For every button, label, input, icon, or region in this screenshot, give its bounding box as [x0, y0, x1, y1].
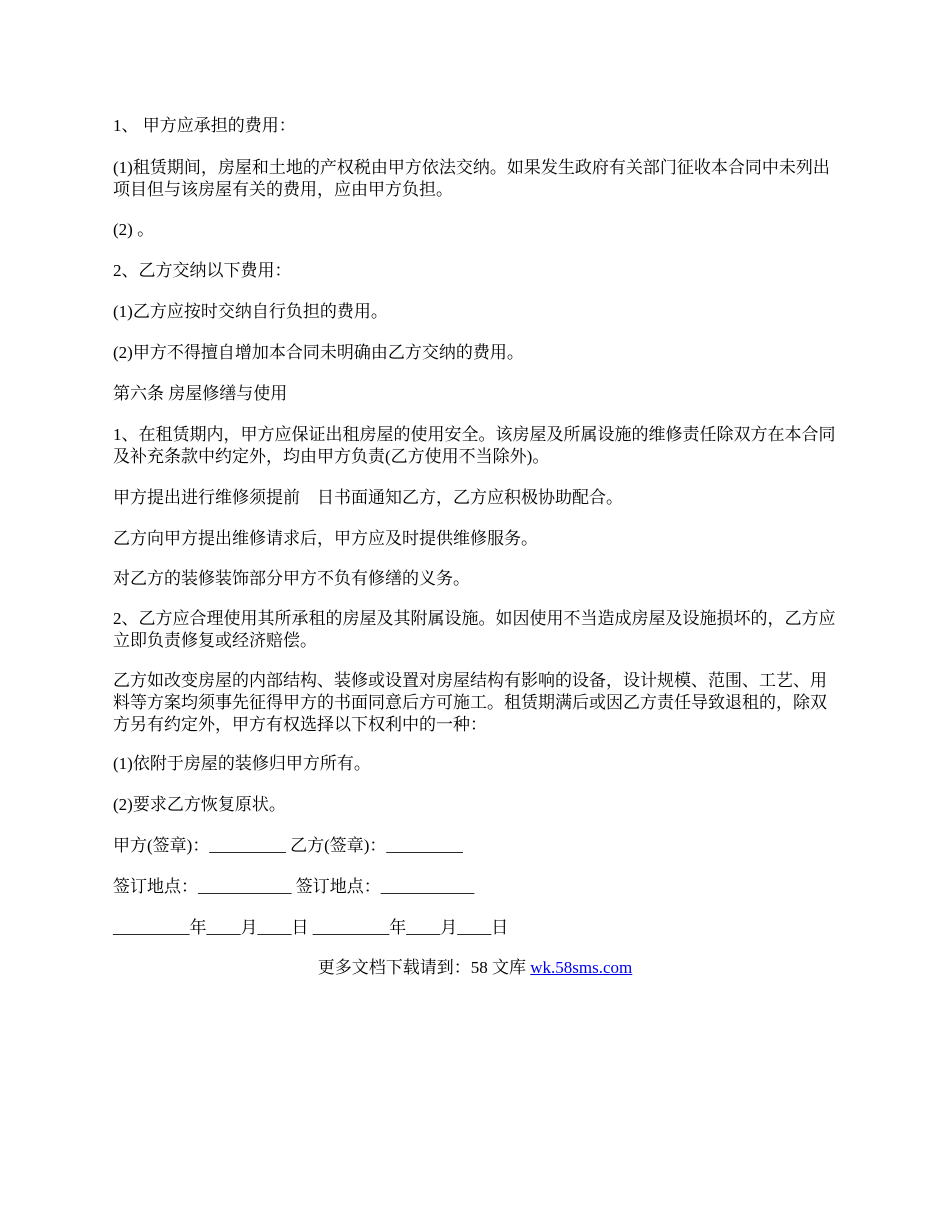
paragraph: 甲方提出进行维修须提前 日书面通知乙方，乙方应积极协助配合。	[113, 488, 623, 507]
paragraph: 乙方如改变房屋的内部结构、装修或设置对房屋结构有影响的设备，设计规模、范围、工艺、用料等方案均须事先征得甲方的书面同意后方可施工。租赁期满后或因乙方责任导致退租的，除双方另有约定外，甲方有权选择以下权利中的一种：	[113, 671, 827, 734]
signature-line: 甲方(签章)：_________ 乙方(签章)：_________	[113, 836, 463, 855]
section-heading: 第六条 房屋修缮与使用	[113, 384, 288, 403]
paragraph: (2)要求乙方恢复原状。	[113, 795, 286, 814]
paragraph: (2) 。	[113, 220, 155, 239]
paragraph: 1、在租赁期内，甲方应保证出租房屋的使用安全。该房屋及所属设施的维修责任除双方在本合同及补充条款中约定外，均由甲方负责(乙方使用不当除外)。	[113, 425, 836, 466]
footer-text: 更多文档下载请到：58 文库	[317, 958, 531, 977]
footer	[0, 957, 950, 979]
paragraph: (1)租赁期间，房屋和土地的产权税由甲方依法交纳。如果发生政府有关部门征收本合同中未列出项目但与该房屋有关的费用，应由甲方负担。	[113, 158, 830, 199]
paragraph: 对乙方的装修装饰部分甲方不负有修缮的义务。	[113, 569, 470, 588]
paragraph: (1)乙方应按时交纳自行负担的费用。	[113, 302, 388, 321]
date-line: _________年____月____日 _________年____月____日	[113, 918, 509, 937]
paragraph: 1、 甲方应承担的费用：	[113, 116, 296, 135]
paragraph: 乙方向甲方提出维修请求后，甲方应及时提供维修服务。	[113, 529, 538, 548]
paragraph: (2)甲方不得擅自增加本合同未明确由乙方交纳的费用。	[113, 343, 524, 362]
footer-link[interactable]: wk.58sms.com	[530, 958, 633, 977]
signing-place-line: 签订地点：___________ 签订地点：___________	[113, 877, 475, 896]
paragraph: (1)依附于房屋的装修归甲方所有。	[113, 754, 371, 773]
paragraph: 2、乙方应合理使用其所承租的房屋及其附属设施。如因使用不当造成房屋及设施损坏的，乙方应立即负责修复或经济赔偿。	[113, 609, 836, 650]
paragraph: 2、乙方交纳以下费用：	[113, 261, 292, 280]
